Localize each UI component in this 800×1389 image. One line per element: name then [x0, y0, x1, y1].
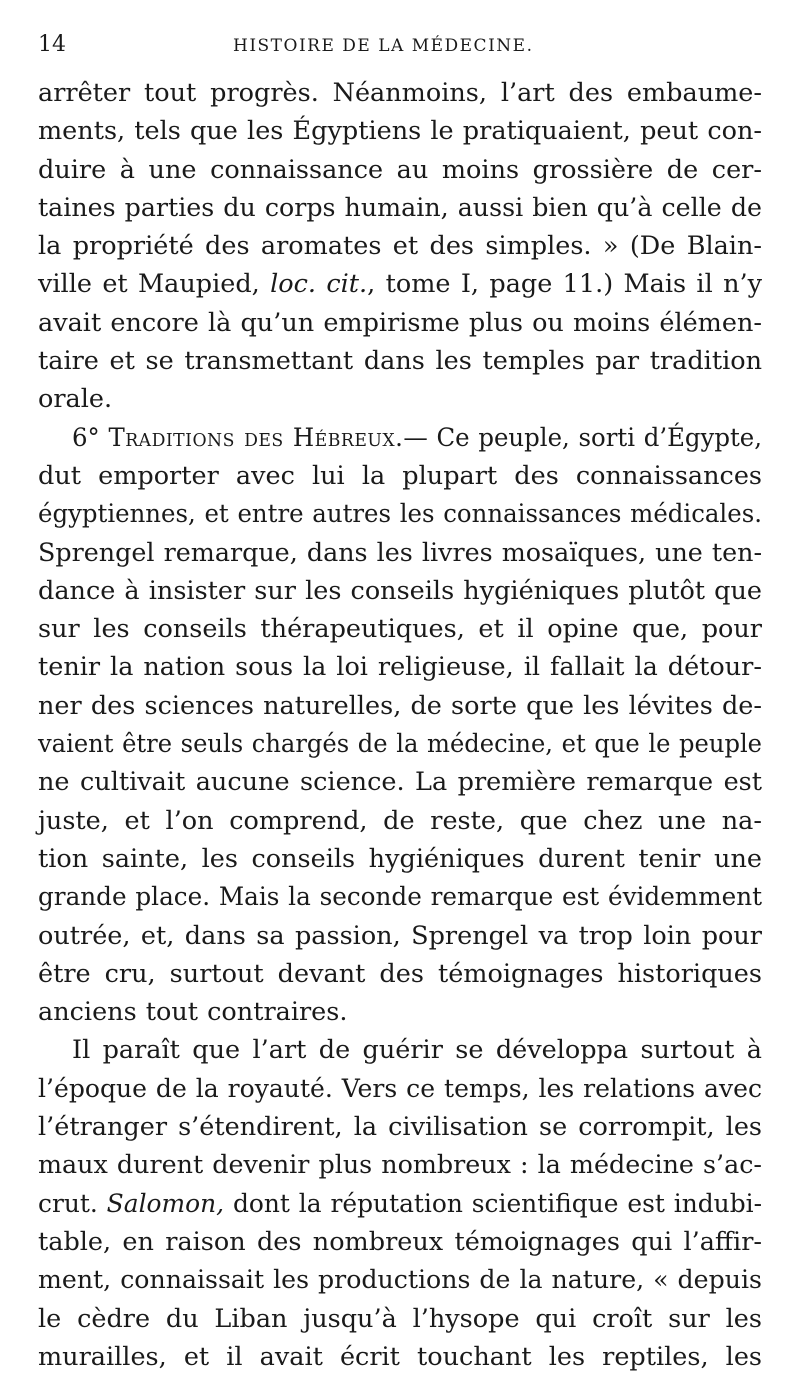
- text-line: maux durent devenir plus nombreux : la médecine s’ac-: [38, 1150, 763, 1181]
- text-line: arrêter tout progrès. Néanmoins, l’art des embaume-: [38, 78, 762, 108]
- text-segment: ville et Maupied,: [38, 269, 260, 300]
- text-line: avait encore là qu’un empirisme plus ou moins élémen-: [38, 307, 762, 338]
- text-line: [38, 265, 762, 303]
- text-line: tenir la nation sous la loi religieuse, il fallait la détour-: [38, 652, 762, 683]
- section-heading: Traditions des Hébreux.: [108, 422, 404, 453]
- text-line: ne cultivait aucune science. La première remarque est: [38, 767, 762, 798]
- text-line: vaient être seuls chargés de la médecine, et que le peuple: [38, 729, 763, 760]
- text-line: outrée, et, dans sa passion, Sprengel va trop loin pour: [38, 920, 762, 951]
- page-header: [38, 30, 762, 74]
- text-line: Sprengel remarque, dans les livres mosaïques, une ten-: [38, 537, 763, 568]
- text-line: juste, et l’on comprend, de reste, que chez une na-: [38, 805, 762, 836]
- text-line: ment, connaissait les productions de la nature, « depuis: [38, 1265, 762, 1296]
- text-line: grande place. Mais la seconde remarque est évidemment: [38, 882, 763, 913]
- text-line: la propriété des aromates et des simples. » (De Blain-: [38, 231, 762, 262]
- text-line: égyptiennes, et entre autres les connaissances médicales.: [38, 499, 762, 530]
- text-line: être cru, surtout devant des témoignages historiques: [38, 958, 762, 989]
- text-line: dance à insister sur les conseils hygiéniques plutôt que: [38, 575, 762, 606]
- text-line: anciens tout contraires.: [38, 997, 348, 1028]
- text-line: murailles, et il avait écrit touchant les reptiles, les: [38, 1341, 762, 1372]
- text-line: ments, tels que les Égyptiens le pratiquaient, peut con-: [38, 116, 762, 147]
- text-line: ner des sciences naturelles, de sorte que les lévites de-: [38, 690, 762, 721]
- text-line: l’époque de la royauté. Vers ce temps, les relations avec: [38, 1073, 763, 1104]
- text-line: l’étranger s’étendirent, la civilisation se corrompit, les: [38, 1112, 762, 1143]
- section-heading-line: [38, 419, 762, 457]
- text-line: tion sainte, les conseils hygiéniques durent tenir une: [38, 843, 762, 874]
- paragraph-3: [38, 1031, 762, 1376]
- text-segment: crut.: [38, 1188, 98, 1219]
- text-line: duire à une connaissance au moins grossière de cer-: [38, 154, 762, 185]
- text-line: orale.: [38, 384, 113, 415]
- name-italic: Salomon,: [106, 1188, 225, 1219]
- text-line: le cèdre du Liban jusqu’à l’hysope qui croît sur les: [38, 1303, 762, 1334]
- paragraph-1: [38, 74, 762, 419]
- body-text: [38, 74, 762, 1376]
- text-line: taines parties du corps humain, aussi bien qu’à celle de: [38, 192, 763, 223]
- text-line: taire et se transmettant dans les temples par tradition: [38, 346, 762, 377]
- paragraph-2: [38, 419, 762, 1032]
- text-segment: — Ce peuple, sorti d’Égypte,: [403, 422, 762, 453]
- section-number: 6°: [72, 422, 100, 453]
- text-line: table, en raison des nombreux témoignages qui l’affir-: [38, 1226, 762, 1257]
- text-segment: dont la réputation scientifique est indubi-: [232, 1188, 763, 1219]
- citation-italic: loc. cit.: [270, 269, 368, 300]
- running-head: HISTOIRE DE LA MÉDECINE.: [233, 36, 534, 56]
- text-line: [38, 1185, 762, 1223]
- text-segment: , tome I, page 11.) Mais il n’y: [367, 269, 763, 300]
- page-number: 14: [38, 32, 66, 57]
- text-line: sur les conseils thérapeutiques, et il opine que, pour: [38, 614, 762, 645]
- text-line: Il paraît que l’art de guérir se développa surtout à: [72, 1035, 762, 1066]
- text-line: dut emporter avec lui la plupart des connaissances: [38, 460, 762, 491]
